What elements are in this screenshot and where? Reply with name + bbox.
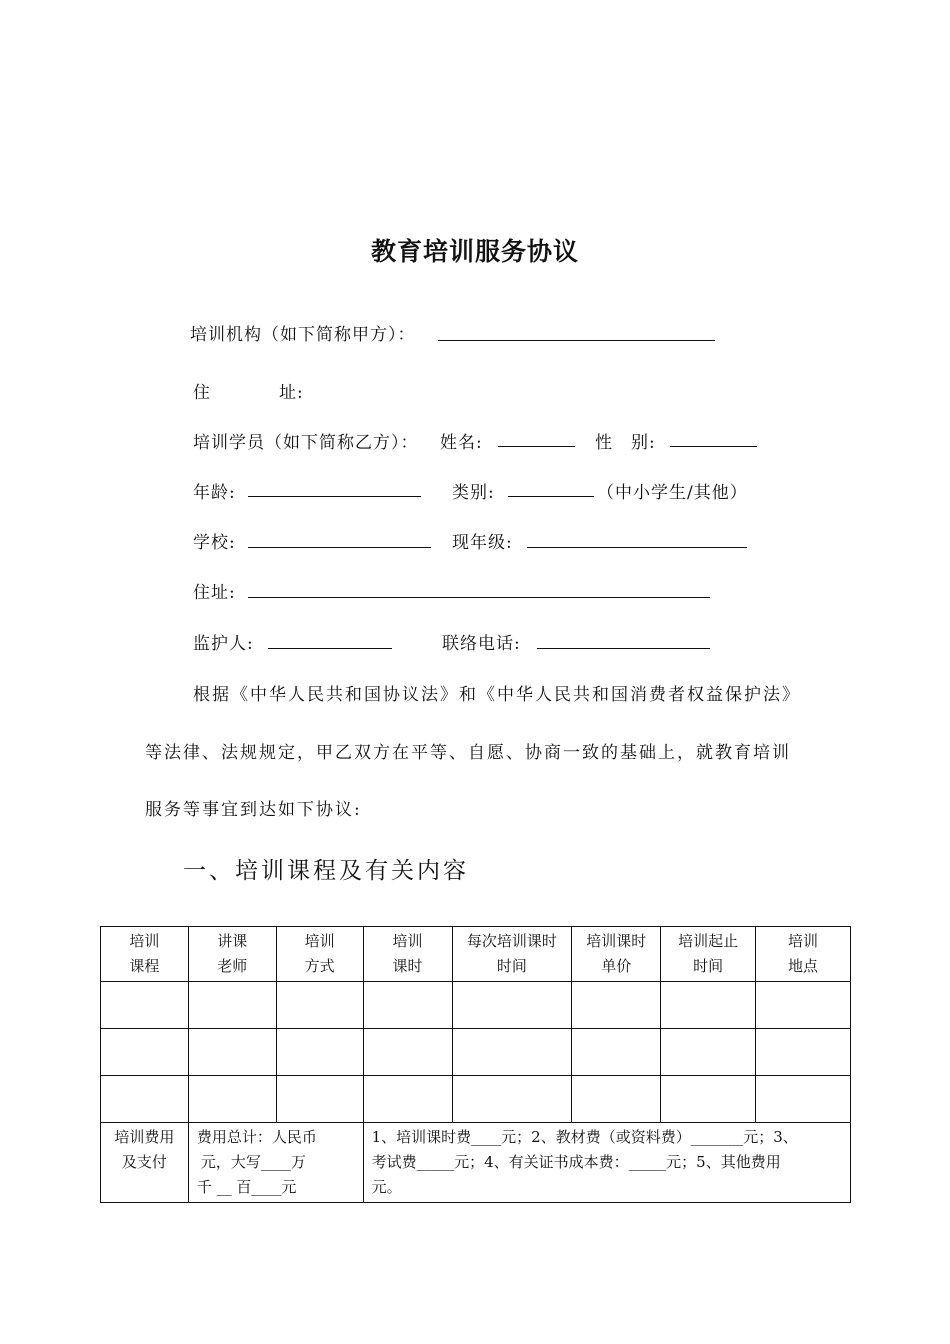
name-label: 姓名: — [440, 433, 483, 453]
table-cell[interactable] — [363, 1029, 452, 1076]
table-cell[interactable] — [188, 1076, 276, 1123]
preamble-line-1: 根据《中华人民共和国协议法》和《中华人民共和国消费者权益保护法》 — [193, 685, 801, 705]
school-blank[interactable] — [248, 546, 431, 548]
grade-blank[interactable] — [527, 546, 747, 548]
table-cell[interactable] — [188, 982, 276, 1029]
phone-blank[interactable] — [537, 647, 710, 649]
address-b-blank[interactable] — [248, 596, 710, 598]
course-table — [100, 926, 851, 1203]
age-blank[interactable] — [248, 495, 421, 497]
table-cell[interactable] — [452, 982, 572, 1029]
table-cell[interactable] — [661, 1076, 756, 1123]
category-blank[interactable] — [508, 495, 594, 497]
table-cell[interactable] — [572, 982, 661, 1029]
grade-label: 现年级: — [452, 533, 513, 553]
document-title: 教育培训服务协议 — [370, 237, 579, 266]
table-header-row — [101, 927, 851, 982]
section-1-heading: 一、培训课程及有关内容 — [183, 858, 469, 884]
table-cell[interactable] — [188, 1029, 276, 1076]
phone-label: 联络电话: — [442, 634, 521, 654]
table-cell[interactable] — [452, 1076, 572, 1123]
table-cell[interactable] — [452, 1029, 572, 1076]
header-course: 培训 课程 — [101, 927, 189, 982]
fee-detail-cell[interactable]: 1、培训课时费____元；2、教材费（或资料费）_______元；3、 考试费_____元；4、有关证书成本费：_____元；5、其他费用 元。 — [363, 1123, 850, 1203]
table-cell[interactable] — [572, 1029, 661, 1076]
guardian-blank[interactable] — [268, 647, 392, 649]
table-row — [101, 1076, 851, 1123]
category-hint: （中小学生/其他） — [597, 483, 748, 503]
party-a-label: 培训机构（如下简称甲方）： — [190, 325, 416, 345]
preamble-line-3: 服务等事宜到达如下协议: — [145, 800, 362, 820]
gender-blank[interactable] — [670, 445, 757, 447]
age-label: 年龄: — [193, 483, 236, 503]
header-session-time: 每次培训课时 时间 — [452, 927, 572, 982]
table-cell[interactable] — [363, 1076, 452, 1123]
fee-total-cell[interactable]: 费用总计：人民币 元，大写____万 千 __ 百____元 — [188, 1123, 363, 1203]
table-cell[interactable] — [101, 982, 189, 1029]
header-teacher: 讲课 老师 — [188, 927, 276, 982]
header-method: 培训 方式 — [276, 927, 363, 982]
table-cell[interactable] — [276, 1029, 363, 1076]
header-location: 培训 地点 — [756, 927, 851, 982]
guardian-label: 监护人: — [193, 634, 254, 654]
table-cell[interactable] — [276, 1076, 363, 1123]
table-cell[interactable] — [661, 1029, 756, 1076]
table-row — [101, 1029, 851, 1076]
preamble-line-2: 等法律、法规规定，甲乙双方在平等、自愿、协商一致的基础上，就教育培训 — [145, 743, 791, 763]
header-hours: 培训 课时 — [363, 927, 452, 982]
table-cell[interactable] — [363, 982, 452, 1029]
fee-label-cell: 培训费用 及支付 — [101, 1123, 189, 1203]
table-cell[interactable] — [101, 1076, 189, 1123]
header-unit-price: 培训课时 单价 — [572, 927, 661, 982]
address-a-label-1: 住 — [193, 383, 211, 403]
party-b-label: 培训学员（如下简称乙方）： — [193, 433, 419, 453]
table-cell[interactable] — [101, 1029, 189, 1076]
table-cell[interactable] — [276, 982, 363, 1029]
address-b-label: 住址: — [193, 583, 236, 603]
category-label: 类别: — [452, 483, 495, 503]
table-cell[interactable] — [756, 982, 851, 1029]
table-row — [101, 982, 851, 1029]
name-blank[interactable] — [498, 445, 575, 447]
address-a-label-2: 址: — [279, 383, 304, 403]
table-cell[interactable] — [756, 1076, 851, 1123]
table-cell[interactable] — [572, 1076, 661, 1123]
gender-label: 性 别: — [595, 433, 656, 453]
fee-row — [101, 1123, 851, 1203]
school-label: 学校: — [193, 533, 236, 553]
table-cell[interactable] — [661, 982, 756, 1029]
header-period: 培训起止 时间 — [661, 927, 756, 982]
party-a-blank[interactable] — [438, 339, 715, 341]
table-cell[interactable] — [756, 1029, 851, 1076]
